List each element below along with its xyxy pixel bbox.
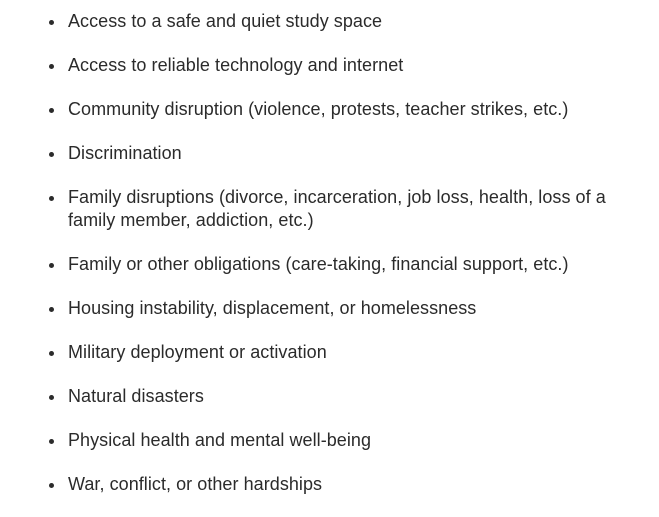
list-item-text: Access to a safe and quiet study space (68, 11, 383, 31)
bullet-icon (49, 307, 54, 312)
list-item-text: Family disruptions (divorce, incarceration, job loss, health, loss of a family member, addiction, etc.) (68, 187, 606, 230)
list-item-text: Access to reliable technology and internet (68, 55, 404, 75)
list-item (0, 385, 659, 408)
list-item-text: Physical health and mental well-being (68, 430, 372, 450)
list-item (0, 98, 659, 121)
bullet-icon (49, 152, 54, 157)
bullet-icon (49, 483, 54, 488)
list-item (0, 253, 659, 276)
bullet-icon (49, 196, 54, 201)
bullet-icon (49, 351, 54, 356)
bullet-icon (49, 263, 54, 268)
list-item (0, 473, 659, 496)
list-item (0, 186, 659, 232)
bullet-icon (49, 20, 54, 25)
list-item (0, 429, 659, 452)
list-item-text: Discrimination (68, 143, 182, 163)
bullet-icon (49, 108, 54, 113)
list-item-text: War, conflict, or other hardships (68, 474, 323, 494)
list-item-text: Natural disasters (68, 386, 204, 406)
list-item-text: Housing instability, displacement, or homelessness (68, 298, 477, 318)
list-item (0, 54, 659, 77)
bullet-icon (49, 395, 54, 400)
list-item-text: Military deployment or activation (68, 342, 327, 362)
list-item (0, 10, 659, 33)
list-item (0, 297, 659, 320)
hardship-list (0, 10, 659, 517)
list-item-text: Family or other obligations (care-taking, financial support, etc.) (68, 254, 569, 274)
bullet-icon (49, 64, 54, 69)
list-item (0, 142, 659, 165)
list-item-text: Community disruption (violence, protests, teacher strikes, etc.) (68, 99, 569, 119)
list-item (0, 341, 659, 364)
bullet-icon (49, 439, 54, 444)
